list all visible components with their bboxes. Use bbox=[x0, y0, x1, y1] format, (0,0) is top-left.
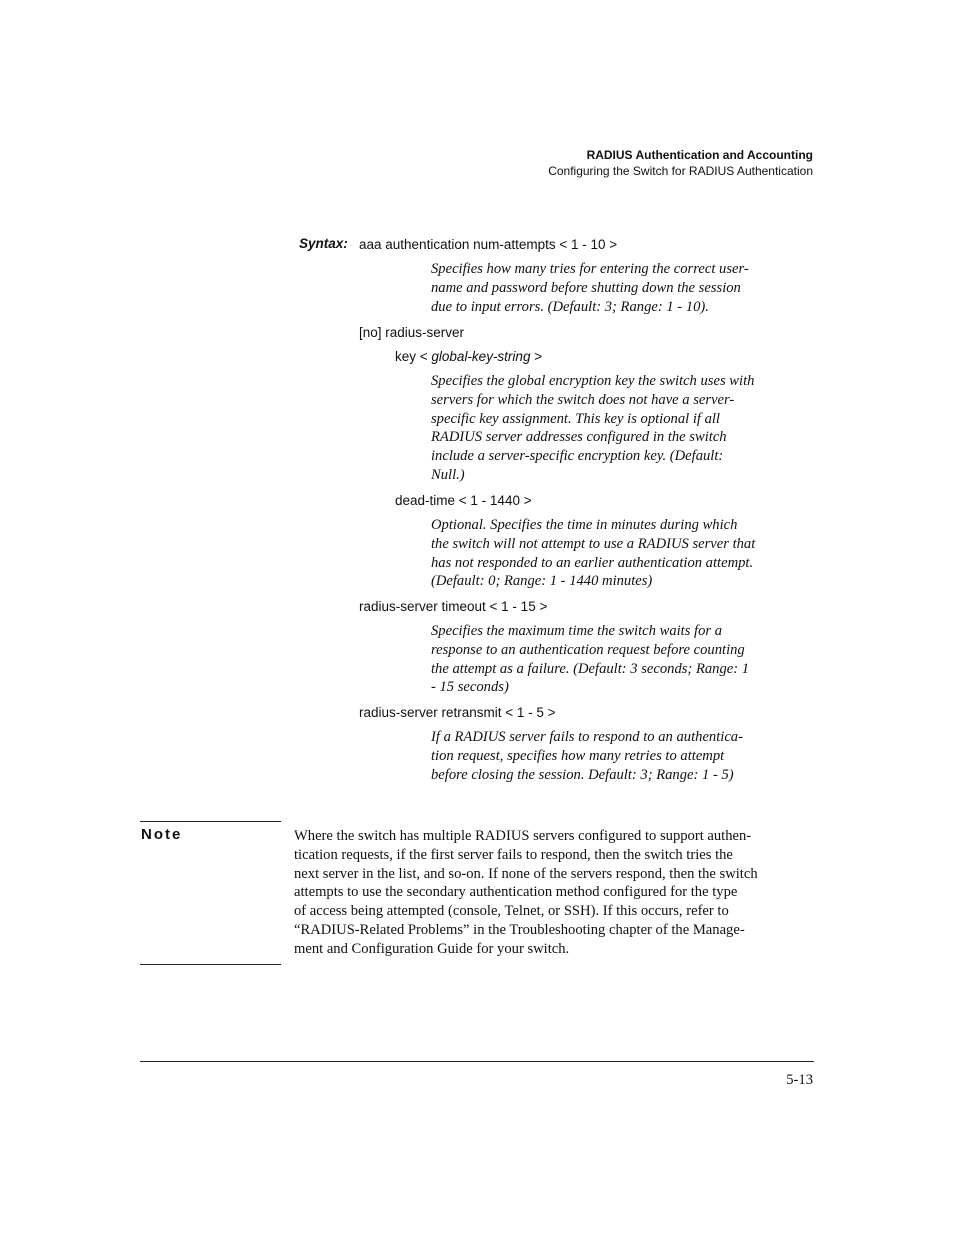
note-text bbox=[294, 827, 816, 959]
note-line: next server in the list, and so-on. If none of the servers respond, then the switch bbox=[294, 865, 758, 882]
command-timeout: radius-server timeout < 1 - 15 > bbox=[359, 599, 548, 614]
section-title: Configuring the Switch for RADIUS Authentication bbox=[548, 164, 813, 178]
note-line: tication requests, if the first server fails to respond, then the switch tries the bbox=[294, 846, 733, 863]
command-retransmit: radius-server retransmit < 1 - 5 > bbox=[359, 705, 556, 720]
description-line: RADIUS server addresses configured in the switch bbox=[431, 429, 727, 446]
description-line: Specifies the global encryption key the switch uses with bbox=[431, 373, 755, 389]
description-line: servers for which the switch does not have a server- bbox=[431, 391, 735, 408]
description-line: include a server-specific encryption key. (Default: bbox=[431, 448, 724, 465]
description-line: the attempt as a failure. (Default: 3 seconds; Range: 1 bbox=[431, 660, 750, 677]
note-label: Note bbox=[141, 826, 183, 843]
description-line: specific key assignment. This key is optional if all bbox=[431, 410, 720, 427]
note-line: of access being attempted (console, Telnet, or SSH). If this occurs, refer to bbox=[294, 903, 729, 920]
description-retransmit bbox=[431, 728, 813, 784]
command-key-prefix: key < bbox=[395, 349, 432, 364]
description-dead-time bbox=[431, 516, 813, 591]
note-line: attempts to use the secondary authentication method configured for the type bbox=[294, 884, 738, 901]
description-num-attempts bbox=[431, 260, 813, 316]
footer-rule bbox=[140, 1061, 814, 1062]
description-timeout bbox=[431, 622, 813, 697]
command-key-suffix: > bbox=[530, 349, 543, 364]
note-bottom-rule bbox=[140, 964, 281, 965]
description-line: Specifies how many tries for entering the correct user- bbox=[431, 261, 749, 277]
command-key bbox=[395, 348, 542, 366]
note-top-rule bbox=[140, 821, 281, 822]
description-line: If a RADIUS server fails to respond to an authentica- bbox=[431, 729, 743, 745]
chapter-title: RADIUS Authentication and Accounting bbox=[586, 148, 813, 162]
description-line: the switch will not attempt to use a RADIUS server that bbox=[431, 535, 756, 552]
description-line: (Default: 0; Range: 1 - 1440 minutes) bbox=[431, 573, 653, 590]
note-line: “RADIUS-Related Problems” in the Troubleshooting chapter of the Manage- bbox=[294, 921, 745, 938]
description-line: - 15 seconds) bbox=[431, 679, 509, 696]
description-line: Specifies the maximum time the switch waits for a bbox=[431, 623, 723, 639]
description-key bbox=[431, 372, 813, 485]
note-line: Where the switch has multiple RADIUS servers configured to support authen- bbox=[294, 828, 752, 844]
description-line: name and password before shutting down the session bbox=[431, 279, 741, 296]
command-radius-server: [no] radius-server bbox=[359, 325, 465, 340]
syntax-label: Syntax: bbox=[299, 236, 348, 251]
description-line: has not responded to an earlier authentication attempt. bbox=[431, 554, 754, 571]
description-line: Optional. Specifies the time in minutes during which bbox=[431, 517, 738, 533]
note-line: ment and Configuration Guide for your switch. bbox=[294, 940, 570, 957]
page-number: 5-13 bbox=[786, 1072, 813, 1088]
description-line: due to input errors. (Default: 3; Range: 1 - 10). bbox=[431, 298, 709, 315]
description-line: tion request, specifies how many retries to attempt bbox=[431, 747, 725, 764]
running-header bbox=[548, 147, 813, 179]
command-dead-time: dead-time < 1 - 1440 > bbox=[395, 493, 532, 508]
command-num-attempts: aaa authentication num-attempts < 1 - 10 > bbox=[359, 237, 618, 252]
description-line: Null.) bbox=[431, 466, 465, 483]
description-line: before closing the session. Default: 3; Range: 1 - 5) bbox=[431, 766, 734, 783]
command-key-param: global-key-string bbox=[431, 349, 531, 364]
description-line: response to an authentication request before counting bbox=[431, 641, 745, 658]
